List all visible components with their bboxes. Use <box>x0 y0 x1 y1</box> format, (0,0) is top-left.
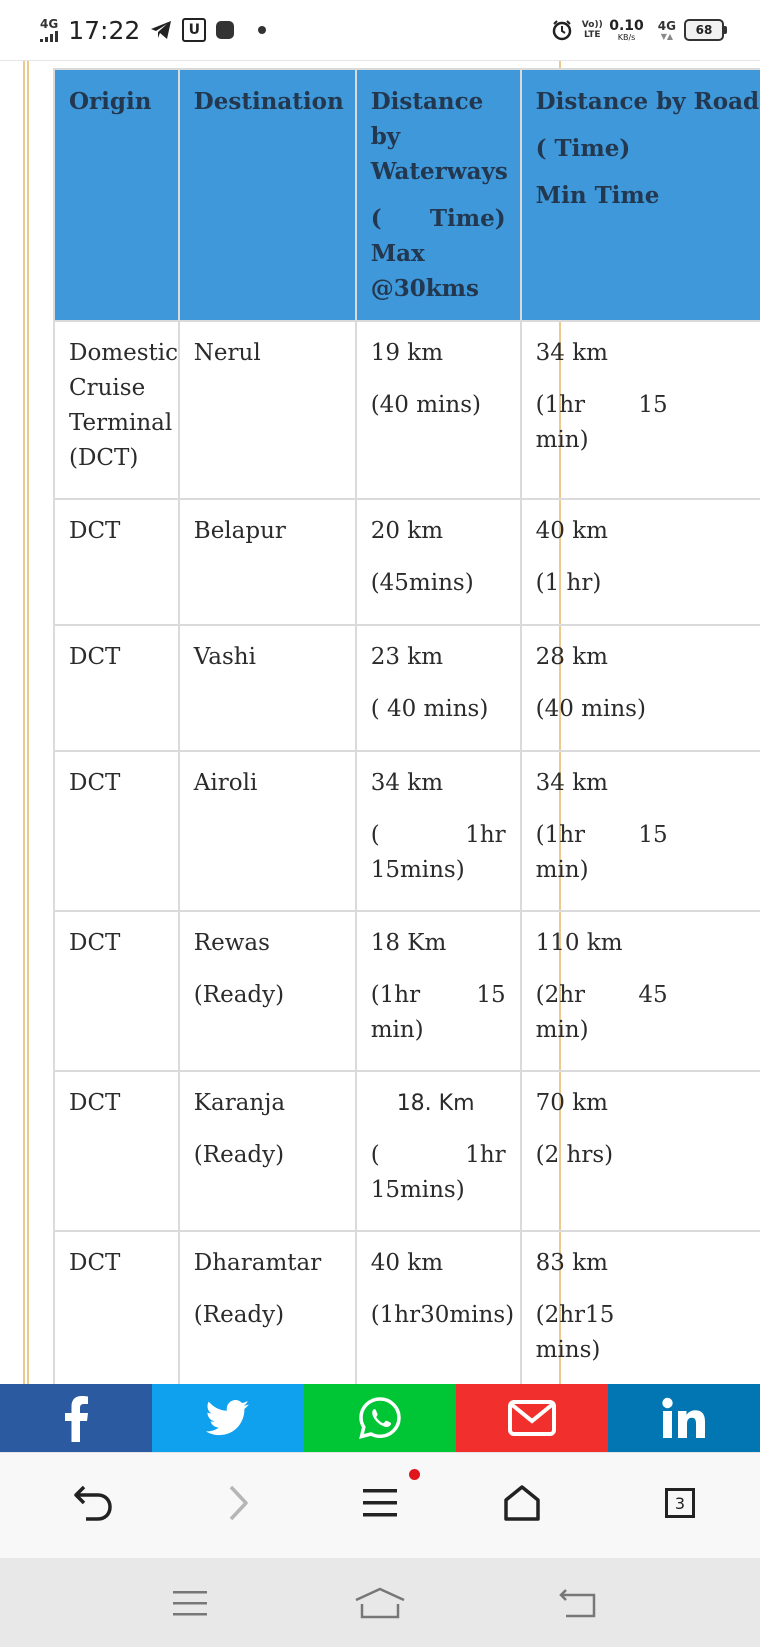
system-nav-bar <box>0 1558 760 1647</box>
table-row <box>54 1231 760 1385</box>
cell-destination: Vashi <box>179 625 356 751</box>
header-waterways: Distance by Waterways ( Time) Max @30kms <box>356 69 521 321</box>
cell-waterways: 19 km (40 mins) <box>356 321 521 499</box>
cell-origin: DCT <box>54 499 179 625</box>
cell-destination: Karanja (Ready) <box>179 1071 356 1231</box>
cell-origin: DCT <box>54 1071 179 1231</box>
whatsapp-icon <box>358 1396 402 1440</box>
header-origin: Origin <box>54 69 179 321</box>
table-row <box>54 625 760 751</box>
cell-road: 28 km (40 mins) <box>521 625 760 751</box>
mobile-data-icon: 4G ▼▲ <box>657 18 676 41</box>
article-content[interactable] <box>0 61 760 1385</box>
volte-indicator: Vo)) LTE <box>581 20 603 40</box>
cell-road: 70 km (2 hrs) <box>521 1071 760 1231</box>
cell-origin: DCT <box>54 751 179 911</box>
facebook-icon <box>61 1394 91 1442</box>
cell-road: 83 km (2hr15 mins) <box>521 1231 760 1385</box>
home-button[interactable] <box>492 1473 552 1533</box>
cell-road: 34 km (1hr 15 min) <box>521 321 760 499</box>
telegram-icon <box>150 20 172 40</box>
cell-road: 34 km (1hr 15 min) <box>521 751 760 911</box>
clock: 17:22 <box>68 15 141 45</box>
twitter-icon <box>206 1400 250 1436</box>
cell-waterways: 23 km ( 40 mins) <box>356 625 521 751</box>
cell-waterways: 20 km (45mins) <box>356 499 521 625</box>
table-row <box>54 321 760 499</box>
recents-icon <box>172 1589 208 1617</box>
nav-back-button[interactable] <box>548 1578 608 1628</box>
network-speed: 0.10 KB/s <box>609 17 644 42</box>
browser-toolbar <box>0 1452 760 1559</box>
cell-road: 110 km (2hr 45 min) <box>521 911 760 1071</box>
u-app-icon: U <box>182 18 206 42</box>
tab-count: 3 <box>665 1488 695 1518</box>
cell-waterways: 34 km ( 1hr 15mins) <box>356 751 521 911</box>
share-twitter-button[interactable] <box>152 1384 304 1452</box>
battery-icon: 68 <box>684 19 724 41</box>
table-row <box>54 751 760 911</box>
nav-recents-button[interactable] <box>160 1578 220 1628</box>
home-icon <box>502 1484 542 1522</box>
status-bar <box>0 0 760 61</box>
share-facebook-button[interactable] <box>0 1384 152 1452</box>
cell-waterways: 40 km (1hr30mins) <box>356 1231 521 1385</box>
network-type: 4G <box>40 17 59 31</box>
nav-home-button[interactable] <box>350 1578 410 1628</box>
table-row <box>54 499 760 625</box>
more-notifications-dot <box>258 26 266 34</box>
share-whatsapp-button[interactable] <box>304 1384 456 1452</box>
signal-icon <box>40 18 58 42</box>
menu-button[interactable] <box>350 1473 410 1533</box>
cell-origin: DCT <box>54 911 179 1071</box>
menu-notification-dot <box>409 1469 420 1480</box>
share-linkedin-button[interactable] <box>608 1384 760 1452</box>
distance-table <box>53 68 760 1385</box>
email-icon <box>507 1399 557 1437</box>
share-email-button[interactable] <box>456 1384 608 1452</box>
cell-waterways: 18. Km ( 1hr 15mins) <box>356 1071 521 1231</box>
table-header-row <box>54 69 760 321</box>
cell-origin: Domestic Cruise Terminal (DCT) <box>54 321 179 499</box>
forward-button[interactable] <box>208 1473 268 1533</box>
cell-origin: DCT <box>54 625 179 751</box>
forward-icon <box>226 1483 250 1523</box>
linkedin-icon <box>661 1397 707 1439</box>
cell-road: 40 km (1 hr) <box>521 499 760 625</box>
table-row <box>54 1071 760 1231</box>
cell-origin: DCT <box>54 1231 179 1385</box>
page-border-left <box>23 61 25 1385</box>
share-bar <box>0 1384 760 1452</box>
cell-destination: Dharamtar (Ready) <box>179 1231 356 1385</box>
alarm-icon <box>551 19 573 41</box>
back-button[interactable] <box>64 1473 124 1533</box>
tabs-button[interactable] <box>650 1473 710 1533</box>
nav-home-icon <box>354 1586 406 1620</box>
cell-destination: Belapur <box>179 499 356 625</box>
page-border-left-inner <box>27 61 29 1385</box>
nav-back-icon <box>558 1587 598 1619</box>
cell-waterways: 18 Km (1hr 15 min) <box>356 911 521 1071</box>
header-destination: Destination <box>179 69 356 321</box>
menu-icon <box>362 1487 398 1519</box>
back-icon <box>72 1483 116 1523</box>
app-notification-icon <box>216 21 234 39</box>
table-row <box>54 911 760 1071</box>
header-road: Distance by Road ( Time) Min Time <box>521 69 760 321</box>
cell-destination: Rewas (Ready) <box>179 911 356 1071</box>
cell-destination: Airoli <box>179 751 356 911</box>
cell-destination: Nerul <box>179 321 356 499</box>
